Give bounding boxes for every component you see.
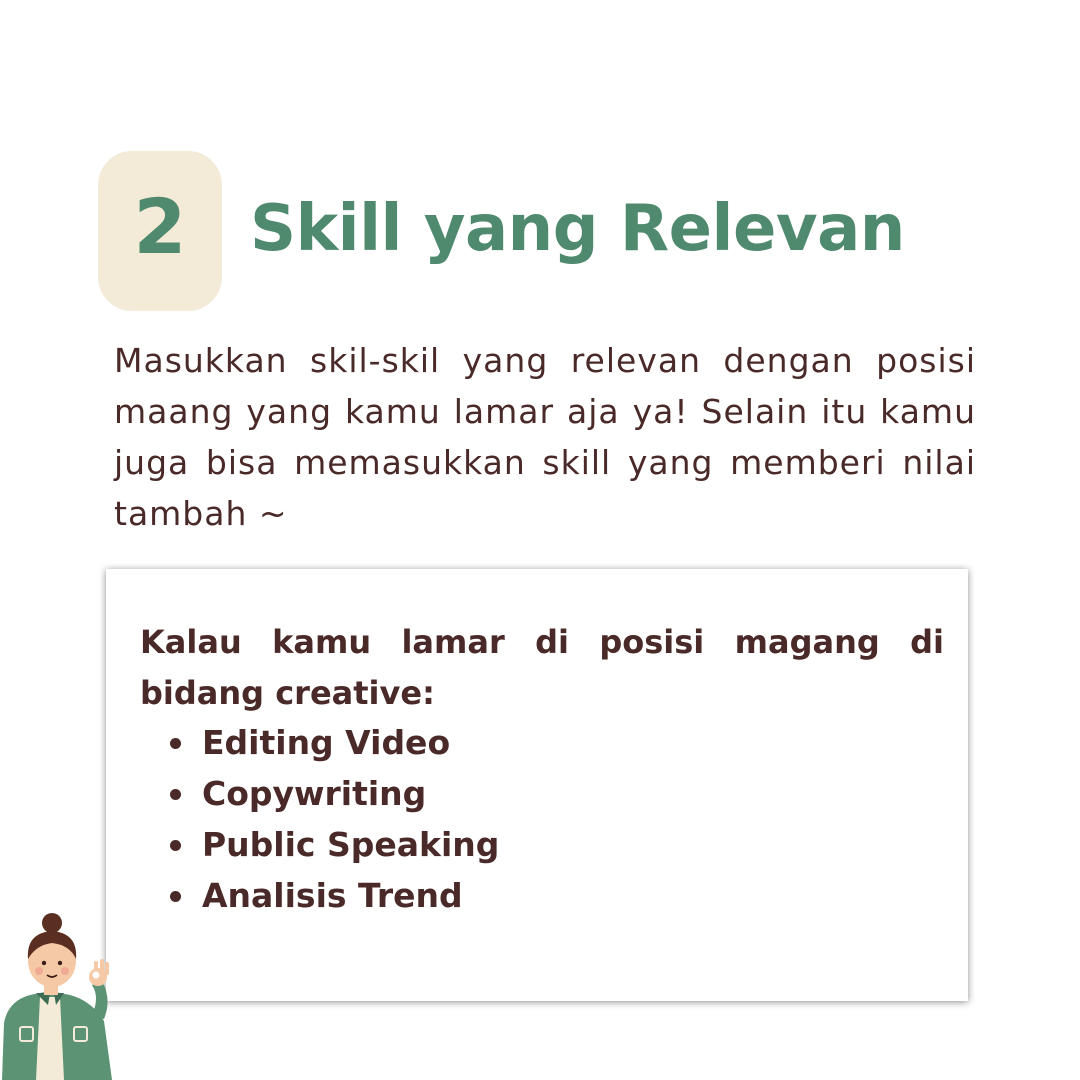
skill-label: Editing Video xyxy=(202,723,451,762)
bullet-icon xyxy=(170,789,181,800)
bullet-icon xyxy=(170,840,181,851)
step-number: 2 xyxy=(133,182,187,271)
card-intro-text: Kalau kamu lamar di posisi magang di bidang creative: xyxy=(140,623,944,712)
skill-label: Analisis Trend xyxy=(202,876,463,915)
example-card xyxy=(106,569,968,1001)
step-number-badge xyxy=(98,151,222,311)
person-ok-gesture-icon xyxy=(0,905,125,1080)
list-item xyxy=(168,717,499,768)
intro-paragraph: Masukkan skil-skil yang relevan dengan posisi maang yang kamu lamar aja ya! Selain itu kamu juga bisa memasukkan skill yang memberi nilai tambah ~ xyxy=(114,341,976,533)
skill-label: Copywriting xyxy=(202,774,427,813)
page-title: Skill yang Relevan xyxy=(250,192,905,266)
bullet-icon xyxy=(170,891,181,902)
list-item xyxy=(168,870,499,921)
skill-label: Public Speaking xyxy=(202,825,500,864)
skill-list xyxy=(168,717,499,921)
bullet-icon xyxy=(170,738,181,749)
list-item xyxy=(168,819,499,870)
list-item xyxy=(168,768,499,819)
